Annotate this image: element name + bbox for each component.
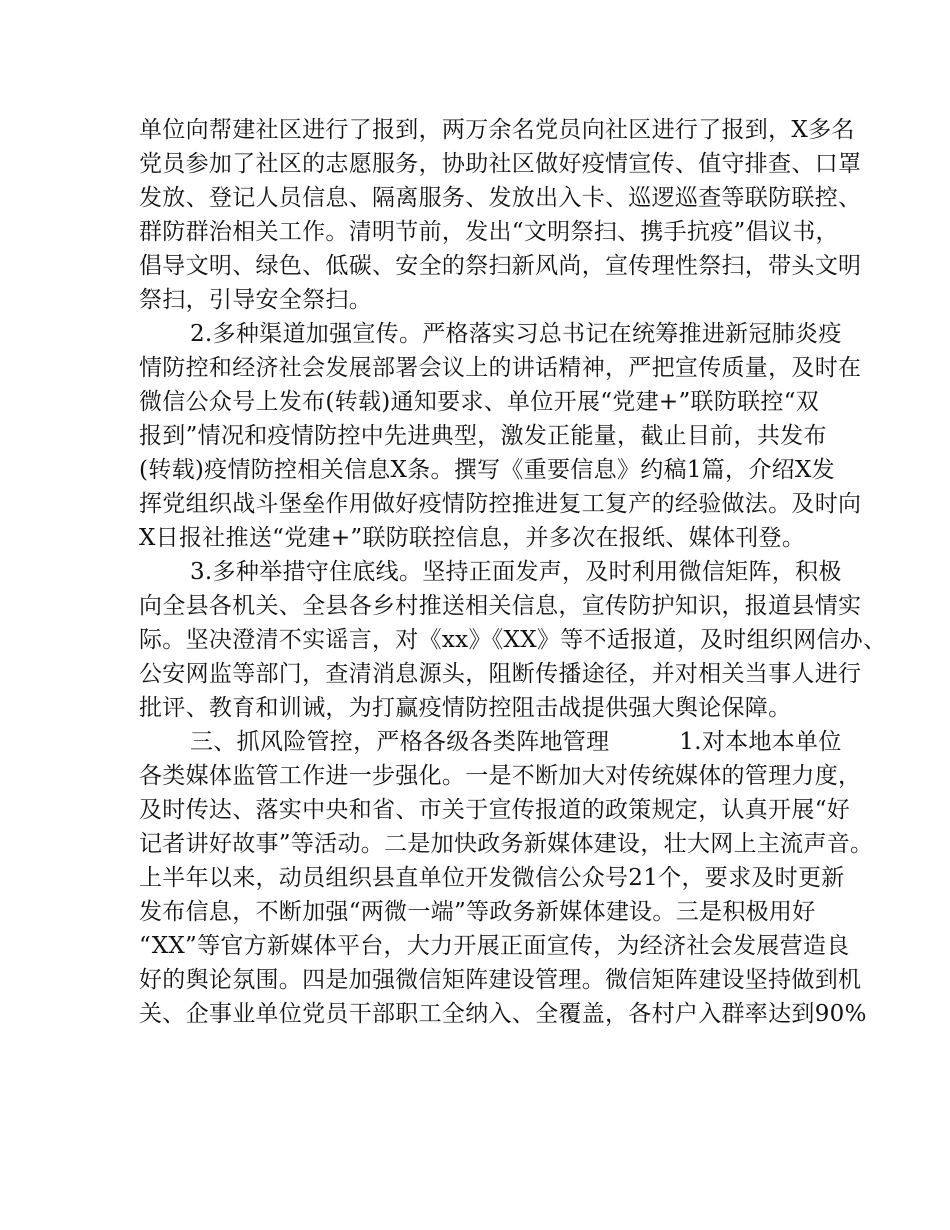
text-line: 关、企事业单位党员干部职工全纳入、全覆盖，各村户入群率达到90% — [139, 1001, 867, 1027]
text-line: 向全县各机关、全县各乡村推送相关信息，宣传防护知识，报道县情实 — [139, 593, 862, 619]
text-line: X日报社推送“党建+”联防联控信息，并多次在报纸、媒体刊登。 — [139, 525, 806, 551]
text-line: 微信公众号上发布(转载)通知要求、单位开展“党建+”联防联控“双 — [139, 389, 820, 415]
text-line: “XX”等官方新媒体平台，大力开展正面宣传，为经济社会发展营造良 — [139, 933, 850, 959]
text-line: 情防控和经济社会发展部署会议上的讲话精神，严把宣传质量，及时在 — [139, 355, 862, 381]
text-line: 祭扫，引导安全祭扫。 — [139, 287, 372, 313]
paragraph-start-line: 2.多种渠道加强宣传。严格落实习总书记在统筹推进新冠肺炎疫 — [190, 321, 842, 347]
text-line: 及时传达、落实中央和省、市关于宣传报道的政策规定，认真开展“好 — [139, 797, 851, 823]
text-line: 各类媒体监管工作进一步强化。一是不断加大对传统媒体的管理力度， — [139, 763, 862, 789]
text-line: 发放、登记人员信息、隔离服务、发放出入卡、巡逻巡查等联防联控、 — [139, 185, 862, 211]
text-line: 记者讲好故事”等活动。二是加快政务新媒体建设，壮大网上主流声音。 — [139, 831, 874, 857]
text-line: 报到”情况和疫情防控中先进典型，激发正能量，截止目前，共发布 — [139, 423, 827, 449]
text-line: 际。坚决澄清不实谣言，对《xx》《XX》等不适报道，及时组织网信办、 — [139, 627, 887, 653]
text-line: 倡导文明、绿色、低碳、安全的祭扫新风尚，宣传理性祭扫，带头文明 — [139, 253, 862, 279]
paragraph-start-line: 3.多种举措守住底线。坚持正面发声，及时利用微信矩阵，积极 — [190, 559, 842, 585]
text-line: 单位向帮建社区进行了报到，两万余名党员向社区进行了报到，X多名 — [139, 117, 855, 143]
text-line: (转载)疫情防控相关信息X条。撰写《重要信息》约稿1篇，介绍X发 — [139, 457, 835, 483]
section-heading-line: 三、抓风险管控，严格各级各类阵地管理 1.对本地本单位 — [190, 729, 842, 755]
text-line: 群防群治相关工作。清明节前，发出“文明祭扫、携手抗疫”倡议书， — [139, 219, 839, 245]
text-line: 好的舆论氛围。四是加强微信矩阵建设管理。微信矩阵建设坚持做到机 — [139, 967, 862, 993]
text-line: 公安网监等部门，查清消息源头，阻断传播途径，并对相关当事人进行 — [139, 661, 862, 687]
text-line: 挥党组织战斗堡垒作用做好疫情防控推进复工复产的经验做法。及时向 — [139, 491, 862, 517]
text-line: 党员参加了社区的志愿服务，协助社区做好疫情宣传、值守排查、口罩 — [139, 151, 862, 177]
text-line: 批评、教育和训诫，为打赢疫情防控阻击战提供强大舆论保障。 — [139, 695, 792, 721]
text-line: 上半年以来，动员组织县直单位开发微信公众号21个，要求及时更新 — [139, 865, 845, 891]
text-line: 发布信息，不断加强“两微一端”等政务新媒体建设。三是积极用好 — [139, 899, 816, 925]
